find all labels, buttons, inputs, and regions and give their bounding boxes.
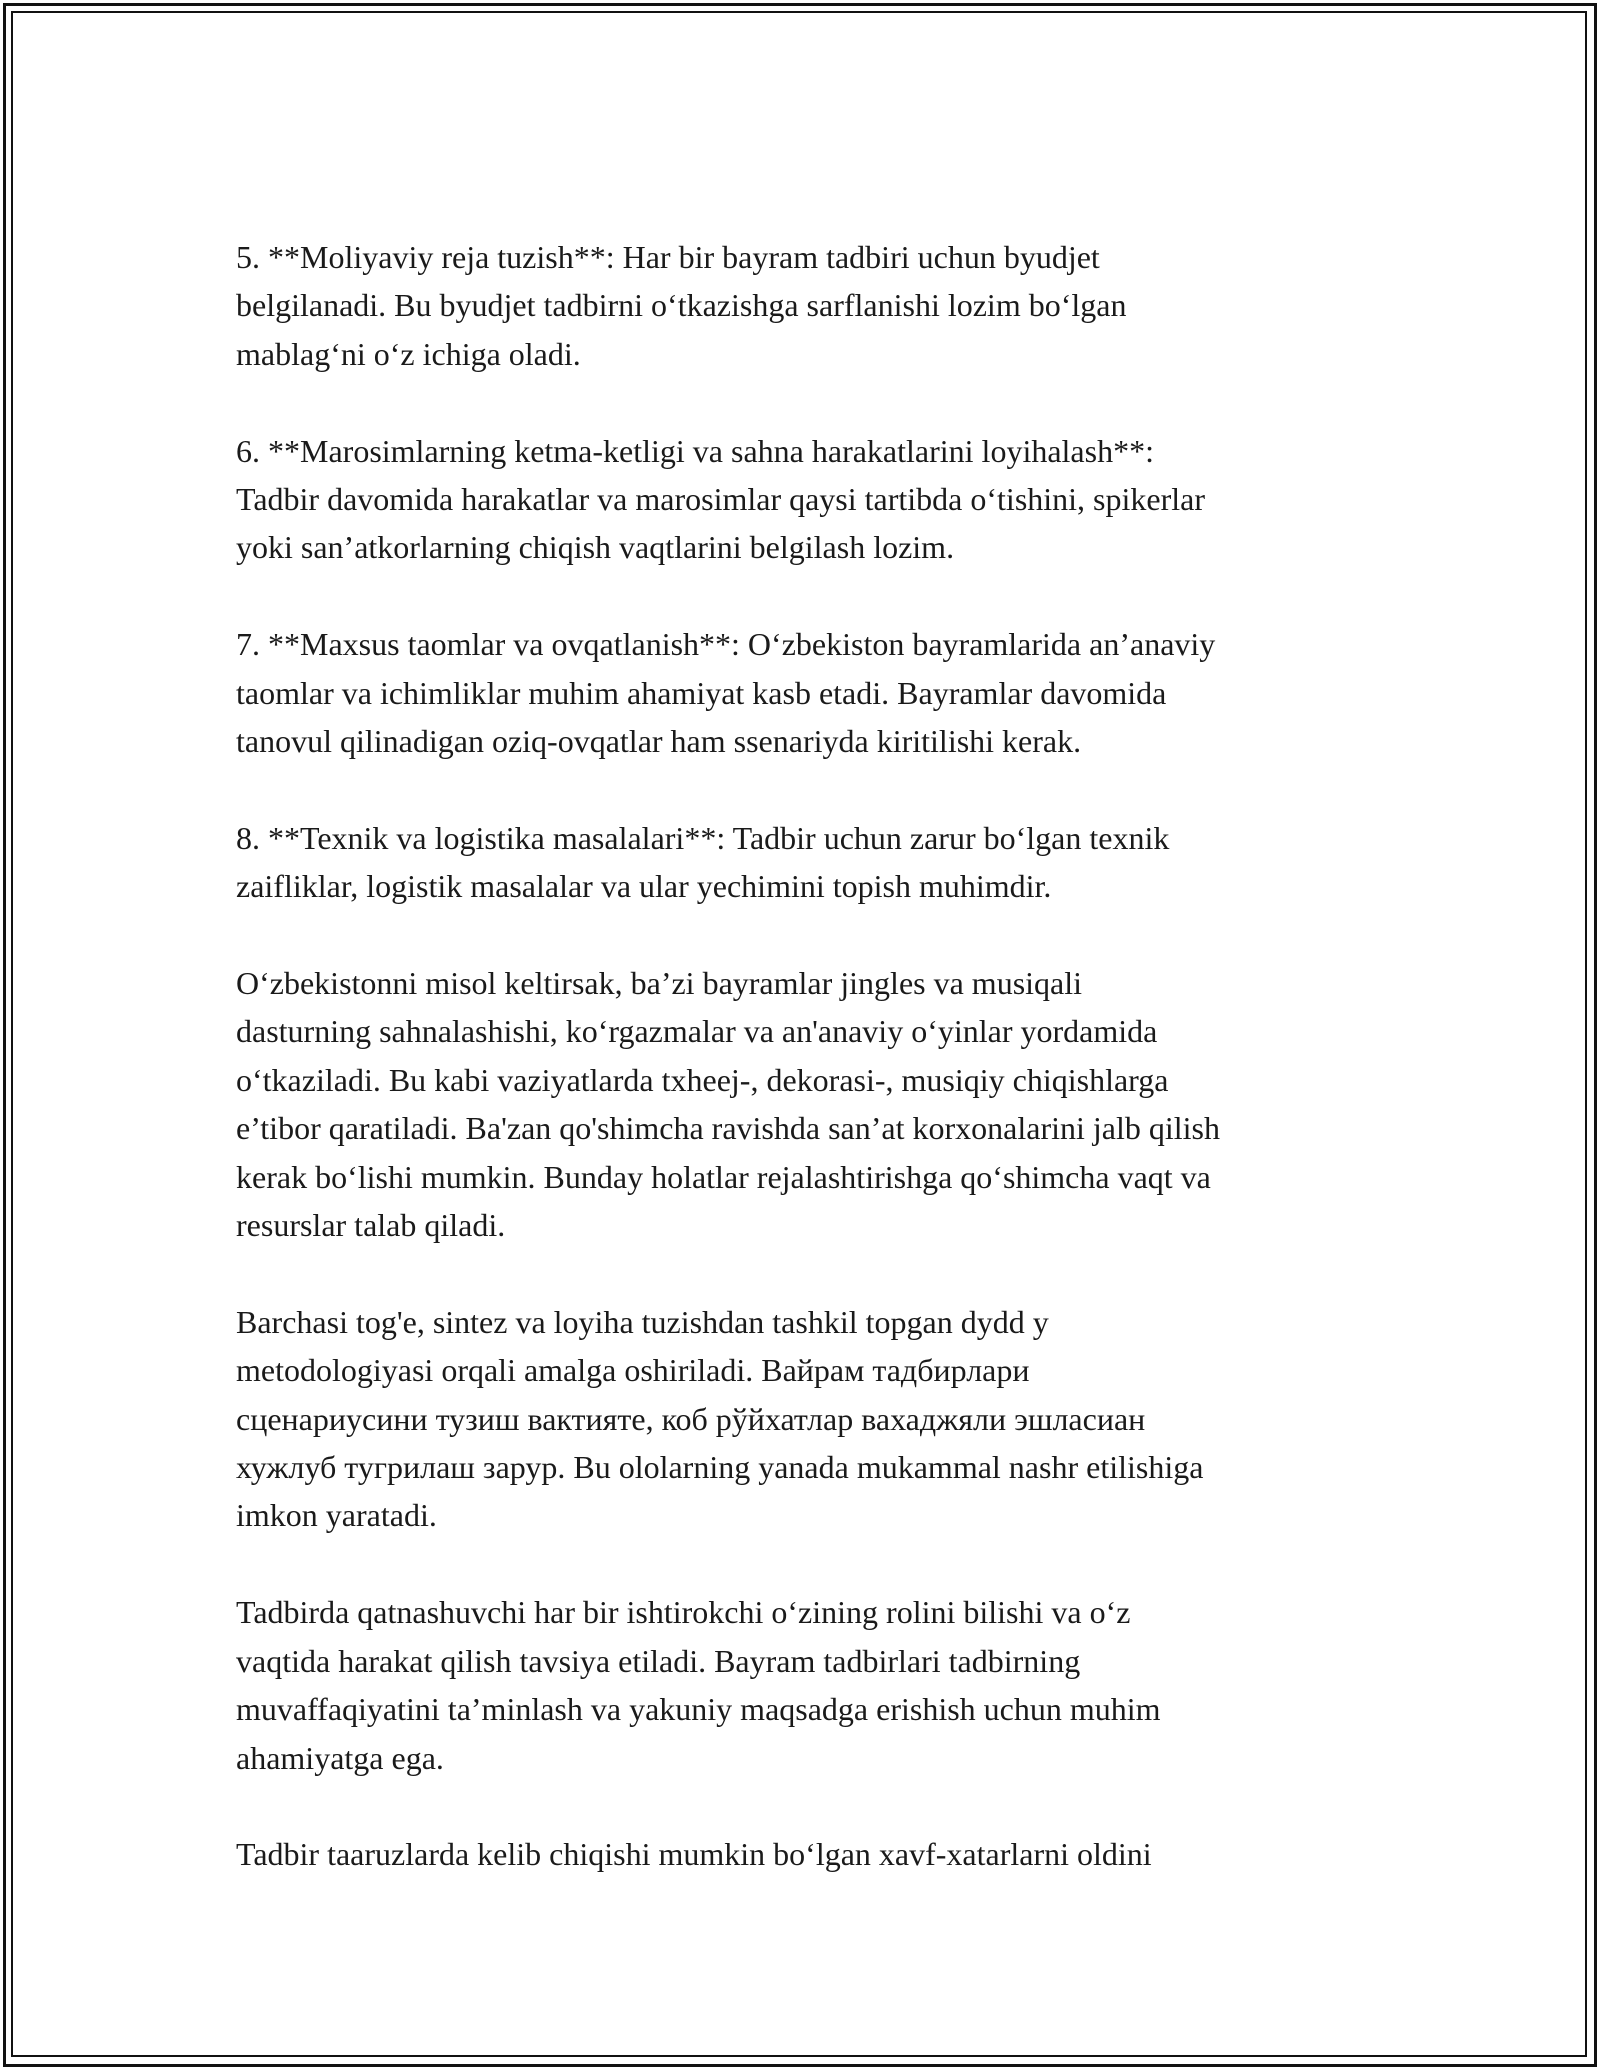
text-line: 8. **Texnik va logistika masalalari**: Tadbir uchun zarur bo‘lgan texnik: [236, 819, 1170, 856]
text-line: o‘tkaziladi. Bu kabi vaziyatlarda txheej-, dekorasi-, musiqiy chiqishlarga: [236, 1061, 1169, 1098]
text-line: ahamiyatga ega.: [236, 1739, 444, 1776]
text-line: imkon yaratadi.: [236, 1497, 437, 1534]
text-line: taomlar va ichimliklar muhim ahamiyat kasb etadi. Bayramlar davomida: [236, 674, 1167, 711]
text-line: 7. **Maxsus taomlar va ovqatlanish**: O‘zbekiston bayramlarida an’anaviy: [236, 626, 1216, 663]
paragraph-item-7: [236, 620, 1386, 765]
text-line: Tadbir taaruzlarda kelib chiqishi mumkin bo‘lgan xavf-xatarlarni oldini: [236, 1836, 1152, 1873]
text-line: resurslar talab qiladi.: [236, 1207, 506, 1244]
text-line: zaifliklar, logistik masalalar va ular yechimini topish muhimdir.: [236, 868, 1052, 905]
text-line: mablag‘ni o‘z ichiga oladi.: [236, 335, 581, 372]
paragraph-uzbekistan-example: [236, 959, 1386, 1249]
text-line: belgilanadi. Bu byudjet tadbirni o‘tkazishga sarflanishi lozim bo‘lgan: [236, 287, 1127, 324]
text-line: yoki san’atkorlarning chiqish vaqtlarini belgilash lozim.: [236, 529, 955, 566]
paragraph-participants: [236, 1588, 1386, 1782]
text-line: Tadbirda qatnashuvchi har bir ishtirokchi o‘zining rolini bilishi va o‘z: [236, 1594, 1131, 1631]
paragraph-risks: [236, 1830, 1386, 1878]
text-line: dasturning sahnalashishi, ko‘rgazmalar va an'anaviy o‘yinlar yordamida: [236, 1013, 1158, 1050]
paragraph-item-8: [236, 814, 1386, 911]
paragraph-methodology: [236, 1298, 1386, 1540]
text-line: Barchasi tog'e, sintez va loyiha tuzishdan tashkil topgan dydd y: [236, 1303, 1049, 1340]
paragraph-item-5: [236, 233, 1386, 378]
text-line: muvaffaqiyatini ta’minlash va yakuniy maqsadga erishish uchun muhim: [236, 1691, 1161, 1728]
text-line: e’tibor qaratiladi. Ba'zan qo'shimcha ravishda san’at korxonalarini jalb qilish: [236, 1110, 1220, 1147]
text-line: tanovul qilinadigan oziq-ovqatlar ham ssenariyda kiritilishi kerak.: [236, 723, 1082, 760]
document-body: [236, 233, 1386, 1927]
text-line: сценариусини тузиш вактияте, коб рўйхатлар вахаджяли эшласиан: [236, 1400, 1146, 1437]
text-line: Tadbir davomida harakatlar va marosimlar qaysi tartibda o‘tishini, spikerlar: [236, 481, 1205, 518]
text-line: kerak bo‘lishi mumkin. Bunday holatlar rejalashtirishga qo‘shimcha vaqt va: [236, 1158, 1211, 1195]
text-line: O‘zbekistonni misol keltirsak, ba’zi bayramlar jingles va musiqali: [236, 965, 1083, 1002]
text-line: 6. **Marosimlarning ketma-ketligi va sahna harakatlarini loyihalash**:: [236, 432, 1154, 469]
text-line: metodologiyasi orqali amalga oshiriladi. Вайрам тадбирлари: [236, 1352, 1030, 1389]
text-line: хужлуб тугрилаш зарур. Bu ololarning yanada mukammal nashr etilishiga: [236, 1449, 1204, 1486]
text-line: vaqtida harakat qilish tavsiya etiladi. Bayram tadbirlari tadbirning: [236, 1642, 1081, 1679]
paragraph-item-6: [236, 427, 1386, 572]
text-line: 5. **Moliyaviy reja tuzish**: Har bir bayram tadbiri uchun byudjet: [236, 239, 1100, 275]
